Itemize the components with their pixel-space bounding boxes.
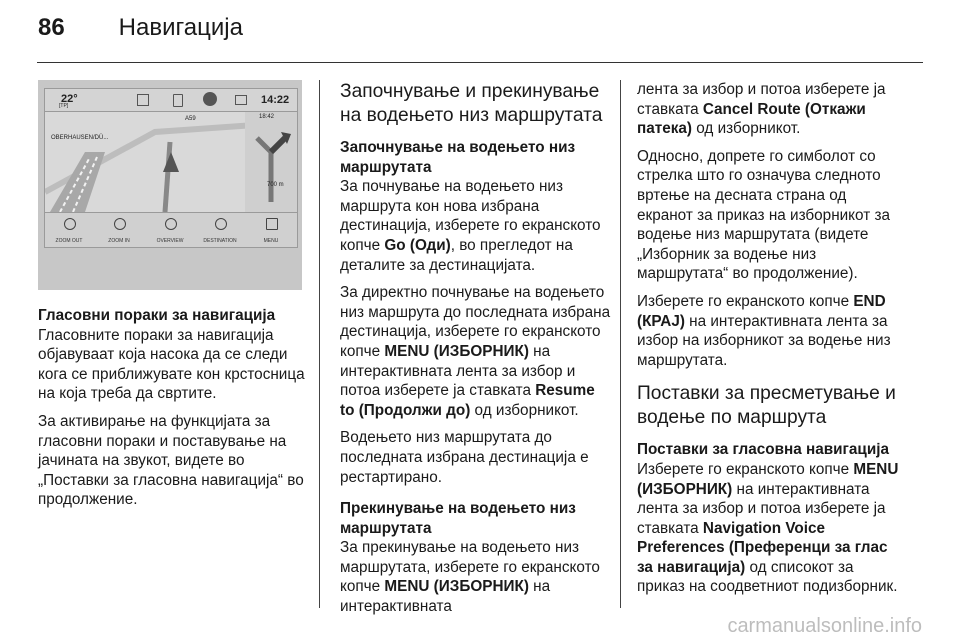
- column-1: [38, 306, 310, 518]
- section-title: Започнување и прекинување на водењето низ маршрутата: [340, 81, 603, 126]
- nav-app-icon[interactable]: [203, 92, 217, 106]
- paragraph: Гласовните пораки за навигација објавуваат која насока да се следи кога се приближувате кон крстосница на која треба да свртите.: [38, 326, 305, 403]
- paragraph: [637, 460, 905, 597]
- tp-indicator: [TP]: [59, 103, 69, 109]
- menu-button-ref: MENU (ИЗБОРНИК): [637, 460, 899, 498]
- place-label: OBERHAUSEN/DÜ...: [51, 135, 109, 141]
- menu-button[interactable]: MENU: [263, 238, 279, 244]
- map-view[interactable]: [45, 112, 297, 212]
- text: Изберете го екранското копче: [637, 292, 854, 310]
- text: на интерактивната: [340, 578, 551, 616]
- paragraph: За активирање на функцијата за гласовни пораки и поставување на јачината на звукот, видете во „Поставки за гласовна навигација“ во продолжение.: [38, 412, 304, 509]
- zoom-in-button[interactable]: ZOOM IN: [108, 238, 130, 244]
- paragraph: [637, 80, 905, 139]
- go-button-ref: Go (Оди): [384, 236, 451, 254]
- destination-button[interactable]: DESTINATION: [203, 238, 237, 244]
- zoom-out-icon[interactable]: [64, 218, 76, 230]
- turn-distance: 700 m: [267, 182, 284, 188]
- navigation-screenshot: [38, 80, 302, 290]
- text: на интерактивната лента за избор и потоа изберете ја ставката: [340, 342, 576, 400]
- paragraph: [637, 292, 905, 370]
- nav-top-bar: [45, 89, 297, 112]
- cancel-route-ref: Cancel Route (Откажи патека): [637, 100, 866, 138]
- column-divider: [620, 80, 621, 608]
- text: од изборникот.: [470, 401, 579, 419]
- paragraph: Водењето низ маршрутата до последната избрана дестинација е рестартирано.: [340, 429, 589, 486]
- subsection-heading: Поставки за гласовна навигација: [637, 441, 889, 459]
- paragraph: [340, 538, 612, 616]
- text: За прекинување на водењето низ маршрутата, изберете го екранското копче: [340, 539, 600, 596]
- paragraph: Односно, допрете го симболот со стрелка што го означува следното вртење на десната страна од екранот за приказ на изборникот за водење низ маршрутата (видете „Изборник за водење низ маршрутата“ во продолжение).: [637, 147, 890, 283]
- menu-icon[interactable]: [266, 218, 278, 230]
- text: лента за избор и потоа изберете ја ставката: [637, 81, 886, 118]
- text: од списокот за приказ на соодветниот подизборник.: [637, 558, 898, 596]
- section-title: Поставки за пресметување и водење по маршрута: [637, 383, 896, 429]
- map-graphic: [45, 112, 297, 212]
- map-icon[interactable]: [137, 94, 149, 106]
- zoom-in-icon[interactable]: [114, 218, 126, 230]
- column-divider: [319, 80, 320, 608]
- text: на интерактивната лента за избор на изборникот за водење низ маршрутата.: [637, 312, 891, 369]
- page-title: Навигација: [118, 14, 243, 41]
- column-3: [637, 80, 905, 605]
- paragraph: [340, 177, 612, 275]
- menu-button-ref: MENU (ИЗБОРНИК): [384, 342, 529, 360]
- nav-screen: [44, 88, 298, 248]
- phone-icon[interactable]: [173, 94, 183, 107]
- text: , во прегледот на деталите за дестинацијата.: [340, 236, 573, 274]
- road-label: A59: [185, 116, 196, 122]
- text: на интерактивната лента за избор и потоа изберете ја ставката: [637, 480, 886, 537]
- menu-button-ref: MENU (ИЗБОРНИК): [384, 578, 529, 596]
- header-rule: [37, 62, 923, 63]
- subsection-heading: Започнување на водењето низ маршрутата: [340, 139, 576, 176]
- temperature: 22°: [61, 93, 78, 105]
- overview-icon[interactable]: [165, 218, 177, 230]
- text: Изберете го екранското копче: [637, 460, 854, 478]
- overview-button[interactable]: OVERVIEW: [156, 238, 184, 244]
- text: За директно почнување на водењето низ маршрута до последната избрана дестинација, изберете го екранското копче: [340, 284, 611, 360]
- destination-icon[interactable]: [215, 218, 227, 230]
- column-2: [340, 80, 612, 625]
- zoom-out-button[interactable]: ZOOM OUT: [55, 238, 83, 244]
- arrival-time: 18:42: [259, 114, 275, 120]
- settings-icon[interactable]: [235, 95, 247, 105]
- end-button-ref: END (КРАЈ): [637, 292, 886, 330]
- resume-to-ref: Resume to (Продолжи до): [340, 382, 595, 419]
- page-number: 86: [38, 14, 65, 41]
- section-heading: Гласовни пораки за навигација: [38, 307, 276, 324]
- clock: 14:22: [261, 94, 290, 106]
- interaction-selector-bar: [45, 212, 297, 247]
- subsection-heading: Прекинување на водењето низ маршрутата: [340, 500, 576, 537]
- text: од изборникот.: [692, 120, 801, 138]
- paragraph: [340, 283, 612, 420]
- page-header: [38, 14, 243, 44]
- text: За почнување на водењето низ маршрута кон нова избрана дестинација, изберете го екранското копче: [340, 178, 601, 254]
- voice-preferences-ref: Navigation Voice Preferences (Преференци за глас за навигација): [637, 519, 888, 576]
- watermark: carmanualsonline.info: [727, 615, 922, 637]
